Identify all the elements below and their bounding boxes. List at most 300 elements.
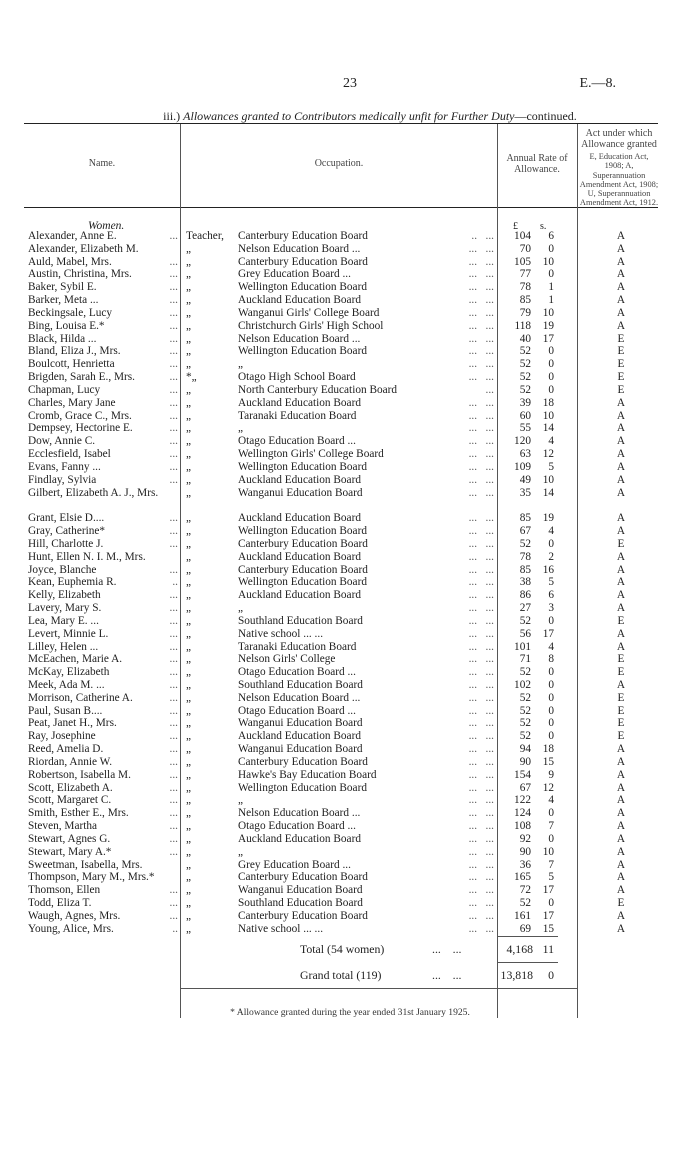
row-occupation-prefix: „ [186,768,192,781]
table-row [0,512,700,525]
row-board-dots: ... ... [468,820,494,833]
row-name-dots: ... [169,884,178,897]
row-board: Canterbury Education Board [238,755,368,768]
row-pounds: 90 [519,845,531,858]
row-board-dots: ... ... [468,319,494,332]
row-name: Scott, Margaret C. [28,794,112,807]
table-row [0,653,700,666]
row-name: Hill, Charlotte J. [28,537,104,550]
row-shillings: 1 [548,294,554,307]
table-row [0,884,700,897]
row-shillings: 10 [542,409,554,422]
row-board-dots: ... ... [468,602,494,615]
row-shillings: 4 [548,435,554,448]
grand-total-label: Grand total (119) ... ... [300,968,381,983]
row-pounds: 63 [519,448,531,461]
row-act: E [617,614,625,627]
row-occupation-prefix: „ [186,884,192,897]
row-occupation-prefix: „ [186,383,192,396]
table-row [0,435,700,448]
row-occupation-prefix: „ [186,820,192,833]
caption-suffix: —continued. [514,109,577,123]
row-act: E [617,332,625,345]
row-name-dots: .. [172,922,178,935]
row-occupation-prefix: „ [186,332,192,345]
row-shillings: 3 [548,602,554,615]
row-pounds: 71 [519,653,531,666]
total-women-label: Total (54 women) ... ... [300,942,384,957]
row-shillings: 0 [548,614,554,627]
row-occupation-prefix: „ [186,589,192,602]
row-board-dots: ... ... [468,576,494,589]
table-row [0,333,700,346]
row-occupation-prefix: „ [186,704,192,717]
row-name: Meek, Ada M. ... [28,679,105,691]
row-act: A [616,512,626,525]
row-shillings: 17 [542,627,554,640]
row-board-dots: ... ... [468,358,494,371]
row-name-dots: ... [169,730,178,743]
row-name: Young, Alice, Mrs. [28,922,114,935]
row-pounds: 165 [514,871,531,884]
row-name: Charles, Mary Jane [28,396,116,409]
row-board-dots: ... ... [468,897,494,910]
row-name-dots: ... [169,640,178,653]
row-occupation-prefix: „ [186,922,192,935]
section-label-women: Women. [88,220,125,232]
row-board: Wellington Education Board [238,525,367,538]
row-shillings: 0 [548,537,554,550]
row-board-dots: ... ... [468,717,494,730]
total-women-dots: ... ... [432,942,462,956]
row-pounds: 90 [519,755,531,768]
row-act: A [616,473,626,486]
table-top-rule [24,123,658,124]
row-shillings: 0 [548,383,554,396]
row-occupation-prefix: „ [186,294,192,307]
row-name: Bing, Louisa E.* [28,319,105,332]
row-act: A [616,550,626,563]
row-board: Canterbury Education Board [238,255,368,268]
row-pounds: 55 [519,422,531,435]
row-act: A [616,525,626,538]
row-board: Wanganui Education Board [238,884,363,897]
row-occupation-prefix: „ [186,525,192,538]
row-pounds: 52 [519,537,531,550]
table-row [0,820,700,833]
row-occupation-prefix: „ [186,807,192,820]
row-pounds: 52 [519,666,531,679]
table-row [0,589,700,602]
row-pounds: 86 [519,589,531,602]
row-name: Paul, Susan B.... [28,704,103,717]
total-women-shillings: 11 [542,942,554,956]
row-name: Thomson, Ellen [28,884,101,897]
row-act: A [616,435,626,448]
row-name: Riordan, Annie W. [28,755,113,768]
row-name: Black, Hilda ... [28,332,97,345]
row-shillings: 4 [548,640,554,653]
page-number: 23 [343,76,357,91]
row-name-dots: ... [169,448,178,461]
row-name-dots: ... [169,460,178,473]
row-board: Native school ... ... [238,627,324,640]
row-board-dots: .. ... [471,230,494,242]
row-pounds: 56 [519,627,531,640]
row-act: A [616,794,626,807]
table-row [0,410,700,423]
row-shillings: 5 [548,460,554,473]
row-board-dots: ... ... [468,371,494,384]
header-bottom-rule [24,207,658,208]
row-pounds: 39 [519,396,531,409]
row-name-dots: ... [169,358,178,371]
row-occupation-prefix: „ [186,640,192,653]
table-row [0,807,700,820]
row-board-dots: ... ... [468,679,494,691]
row-board: Wanganui Girls' College Board [238,306,380,319]
row-pounds: 118 [514,319,531,332]
row-board: Wellington Education Board [238,576,367,589]
row-board: Otago Education Board ... [238,704,356,717]
table-caption [0,109,700,124]
row-occupation-prefix: „ [186,576,192,589]
row-board: Southland Education Board [238,679,363,691]
row-pounds: 109 [514,460,531,473]
row-act: A [616,820,626,833]
row-pounds: 67 [519,781,531,794]
row-board: Otago High School Board [238,371,356,384]
row-shillings: 0 [548,242,554,255]
row-pounds: 85 [519,512,531,525]
table-row [0,833,700,846]
row-pounds: 52 [519,371,531,384]
table-row [0,551,700,564]
row-board: „ [238,602,244,615]
row-shillings: 0 [548,268,554,281]
table-row [0,281,700,294]
row-board: Otago Education Board ... [238,820,356,833]
row-name-dots: ... [169,794,178,807]
row-name-dots: ... [169,781,178,794]
row-board-dots: ... ... [468,268,494,281]
row-shillings: 6 [548,589,554,602]
row-act: A [616,255,626,268]
table-row [0,756,700,769]
row-name-dots: ... [169,409,178,422]
row-board-dots: ... ... [468,345,494,358]
row-name-dots: ... [169,294,178,307]
row-name-dots: ... [169,755,178,768]
row-board-dots: ... ... [468,332,494,345]
table-row [0,602,700,615]
row-board: Christchurch Girls' High School [238,319,384,332]
row-occupation-prefix: „ [186,781,192,794]
row-act: E [617,730,625,743]
table-row [0,230,700,243]
column-header-act: Act under which Allowance granted [581,128,657,150]
row-board-dots: ... ... [468,871,494,884]
row-name-dots: ... [169,768,178,781]
row-pounds: 154 [514,768,531,781]
row-pounds: 85 [519,563,531,576]
row-act: E [617,345,625,358]
row-board-dots: ... ... [468,768,494,781]
table-row [0,422,700,435]
row-act: A [616,743,626,756]
row-occupation-prefix: „ [186,422,192,435]
row-name: Evans, Fanny ... [28,460,101,473]
row-pounds: 49 [519,473,531,486]
row-pounds: 38 [519,576,531,589]
row-name-dots: ... [169,371,178,384]
row-act: A [616,306,626,319]
row-name: Hunt, Ellen N. I. M., Mrs. [28,550,146,563]
row-board: Southland Education Board [238,614,363,627]
table-row [0,461,700,474]
row-shillings: 0 [548,832,554,845]
row-shillings: 0 [548,807,554,820]
row-board: Auckland Education Board [238,550,361,563]
row-board: Wanganui Education Board [238,486,363,499]
row-board: Auckland Education Board [238,589,361,602]
row-act: A [616,268,626,281]
row-shillings: 15 [542,922,554,935]
row-pounds: 69 [519,922,531,935]
row-occupation-prefix: „ [186,730,192,743]
row-shillings: 4 [548,525,554,538]
row-board: Auckland Education Board [238,473,361,486]
row-name: Lilley, Helen ... [28,640,99,653]
row-occupation-prefix: „ [186,845,192,858]
row-board-dots: ... ... [468,666,494,679]
table-row [0,268,700,281]
row-shillings: 5 [548,576,554,589]
row-shillings: 12 [542,781,554,794]
row-pounds: 161 [514,909,531,922]
row-name-dots: ... [169,614,178,627]
row-board: Wellington Education Board [238,460,367,473]
row-shillings: 17 [542,884,554,897]
grand-total-rule [180,988,578,989]
row-act: A [616,230,626,242]
row-name-dots: ... [169,820,178,833]
row-pounds: 67 [519,525,531,538]
row-name: Grant, Elsie D.... [28,512,105,525]
row-name-dots: ... [169,268,178,281]
row-board: Nelson Education Board ... [238,242,361,255]
row-board: Hawke's Bay Education Board [238,768,377,781]
row-name-dots: ... [169,627,178,640]
row-pounds: 70 [519,242,531,255]
row-occupation-prefix: *„ [186,371,197,384]
table-row [0,294,700,307]
row-board: Canterbury Education Board [238,230,368,242]
row-shillings: 10 [542,255,554,268]
row-board: Auckland Education Board [238,512,361,525]
row-name: Peat, Janet H., Mrs. [28,717,117,730]
row-shillings: 0 [548,704,554,717]
row-board: Nelson Education Board ... [238,691,361,704]
row-occupation-prefix: „ [186,794,192,807]
row-act: E [617,537,625,550]
row-pounds: 101 [514,640,531,653]
table-row [0,320,700,333]
row-board: „ [238,358,244,371]
table-row [0,397,700,410]
row-act: E [617,371,625,384]
row-act: A [616,922,626,935]
row-shillings: 17 [542,332,554,345]
row-pounds: 52 [519,614,531,627]
row-occupation-prefix: „ [186,345,192,358]
row-name-dots: ... [169,396,178,409]
row-name-dots: ... [169,909,178,922]
row-name-dots: ... [169,832,178,845]
table-row [0,743,700,756]
row-name-dots: ... [169,897,178,910]
row-board-dots: ... ... [468,512,494,525]
row-name-dots: ... [169,319,178,332]
row-board-dots: ... ... [468,460,494,473]
row-act: A [616,589,626,602]
row-act: A [616,576,626,589]
row-occupation-prefix: „ [186,743,192,756]
row-board-dots: ... ... [468,550,494,563]
row-name-dots: ... [169,230,178,242]
row-name: Sweetman, Isabella, Mrs. [28,858,143,871]
row-act: A [616,460,626,473]
row-act: E [617,666,625,679]
row-board: Taranaki Education Board [238,409,357,422]
row-occupation-prefix: „ [186,281,192,294]
row-occupation-prefix: „ [186,755,192,768]
row-shillings: 7 [548,858,554,871]
table-row [0,871,700,884]
row-pounds: 94 [519,743,531,756]
row-occupation-prefix: „ [186,679,192,691]
row-board-dots: ... ... [468,653,494,666]
allowance-table-body [0,230,700,936]
row-board-dots: ... ... [468,589,494,602]
row-occupation-prefix: „ [186,666,192,679]
table-row [0,846,700,859]
table-row [0,384,700,397]
row-shillings: 2 [548,550,554,563]
row-board-dots: ... ... [468,884,494,897]
row-act: E [617,704,625,717]
row-act: A [616,294,626,307]
row-occupation-prefix: „ [186,614,192,627]
row-act: A [616,281,626,294]
row-pounds: 120 [514,435,531,448]
row-name-dots: ... [169,602,178,615]
row-occupation-prefix: „ [186,858,192,871]
row-act: A [616,396,626,409]
row-name: McEachen, Marie A. [28,653,123,666]
row-occupation-prefix: „ [186,691,192,704]
row-act: A [616,627,626,640]
row-pounds: 35 [519,486,531,499]
row-name-dots: ... [169,435,178,448]
row-name: Levert, Minnie L. [28,627,109,640]
row-shillings: 12 [542,448,554,461]
table-row [0,487,700,513]
row-name: Boulcott, Henrietta [28,358,115,371]
row-shillings: 0 [548,717,554,730]
row-board-dots: ... ... [468,409,494,422]
row-board: Canterbury Education Board [238,909,368,922]
row-pounds: 52 [519,897,531,910]
row-act: A [616,319,626,332]
row-board-dots: ... ... [468,922,494,935]
column-header-act-note: E, Education Act, 1908; A, Superannuation Amendment Act, 1908; U, Superannuation Amendment Act, 1912. [579,152,659,208]
row-board: Taranaki Education Board [238,640,357,653]
row-board-dots: ... ... [468,281,494,294]
row-pounds: 79 [519,306,531,319]
row-board: Wellington Education Board [238,781,367,794]
row-shillings: 10 [542,473,554,486]
row-board-dots: ... ... [468,422,494,435]
table-row [0,769,700,782]
row-pounds: 52 [519,691,531,704]
grand-total-dots: ... ... [432,968,462,982]
row-board-dots: ... ... [468,627,494,640]
row-board-dots: ... ... [468,614,494,627]
row-board: „ [238,794,244,807]
row-shillings: 14 [542,486,554,499]
row-board: Wellington Education Board [238,345,367,358]
footnote: * Allowance granted during the year ended 31st January 1925. [230,1007,470,1018]
row-name-dots: ... [169,281,178,294]
row-act: A [616,768,626,781]
row-shillings: 17 [542,909,554,922]
row-name: Waugh, Agnes, Mrs. [28,909,121,922]
row-board: Grey Education Board ... [238,268,351,281]
row-board-dots: ... ... [468,396,494,409]
row-pounds: 108 [514,820,531,833]
row-shillings: 0 [548,358,554,371]
grand-total-shillings: 0 [548,968,554,982]
row-shillings: 10 [542,306,554,319]
row-pounds: 52 [519,345,531,358]
table-row [0,371,700,384]
row-board: Otago Education Board ... [238,666,356,679]
row-board-dots: ... ... [468,691,494,704]
row-occupation-prefix: „ [186,396,192,409]
row-name: Reed, Amelia D. [28,743,104,756]
row-board: Canterbury Education Board [238,871,368,884]
row-board: „ [238,845,244,858]
row-shillings: 9 [548,768,554,781]
row-board-dots: ... ... [468,858,494,871]
row-pounds: 40 [519,332,531,345]
row-act: A [616,602,626,615]
table-row [0,897,700,910]
row-board-dots: ... ... [468,486,494,499]
row-name: Morrison, Catherine A. [28,691,133,704]
row-shillings: 7 [548,820,554,833]
row-board: Grey Education Board ... [238,858,351,871]
row-shillings: 0 [548,730,554,743]
table-row [0,256,700,269]
row-occupation-prefix: „ [186,512,192,525]
row-board-dots: ... ... [468,448,494,461]
row-pounds: 102 [514,679,531,691]
row-name-dots: ... [169,345,178,358]
row-name: Stewart, Agnes G. [28,832,111,845]
row-board: Otago Education Board ... [238,435,356,448]
